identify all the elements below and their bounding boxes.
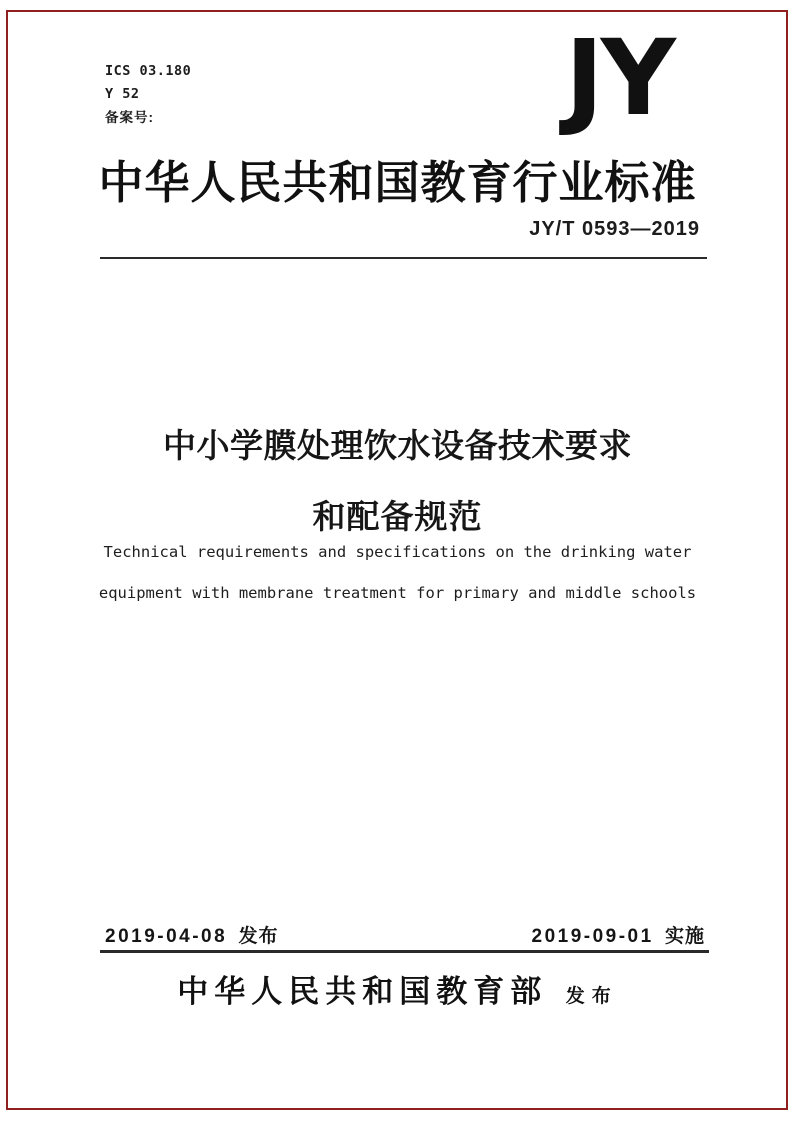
publisher-row — [0, 966, 795, 1011]
header-divider-line — [100, 257, 707, 259]
issue-date: 2019-04-08 — [105, 926, 228, 947]
ics-code: ICS 03.180 — [105, 63, 192, 79]
document-title-cn — [60, 420, 735, 538]
record-number-label: 备案号: — [105, 110, 154, 125]
document-title-en — [40, 543, 755, 602]
document-title-en-line2: equipment with membrane treatment for primary and middle schools — [98, 584, 697, 602]
class-code: Y 52 — [105, 86, 140, 102]
document-title-cn-line2: 和配备规范 — [312, 498, 483, 535]
implement-date: 2019-09-01 — [531, 926, 654, 947]
implement-label: 实施 — [664, 926, 705, 947]
document-title-en-line1: Technical requirements and specifications on the drinking water — [103, 543, 692, 561]
standard-heading: 中华人民共和国教育行业标准 — [98, 158, 697, 208]
issue-date-group — [105, 921, 279, 948]
publisher-name: 中华人民共和国教育部 — [177, 974, 548, 1009]
jy-logo: JY — [564, 17, 673, 139]
issue-label: 发布 — [238, 926, 279, 947]
document-title-cn-line1: 中小学膜处理饮水设备技术要求 — [163, 427, 632, 464]
publisher-action-label: 发布 — [565, 986, 618, 1007]
footer-divider-line — [100, 950, 709, 953]
standard-number: JY/T 0593—2019 — [529, 218, 700, 240]
classification-codes — [105, 60, 191, 129]
implement-date-group — [532, 921, 706, 948]
date-row — [105, 921, 705, 948]
